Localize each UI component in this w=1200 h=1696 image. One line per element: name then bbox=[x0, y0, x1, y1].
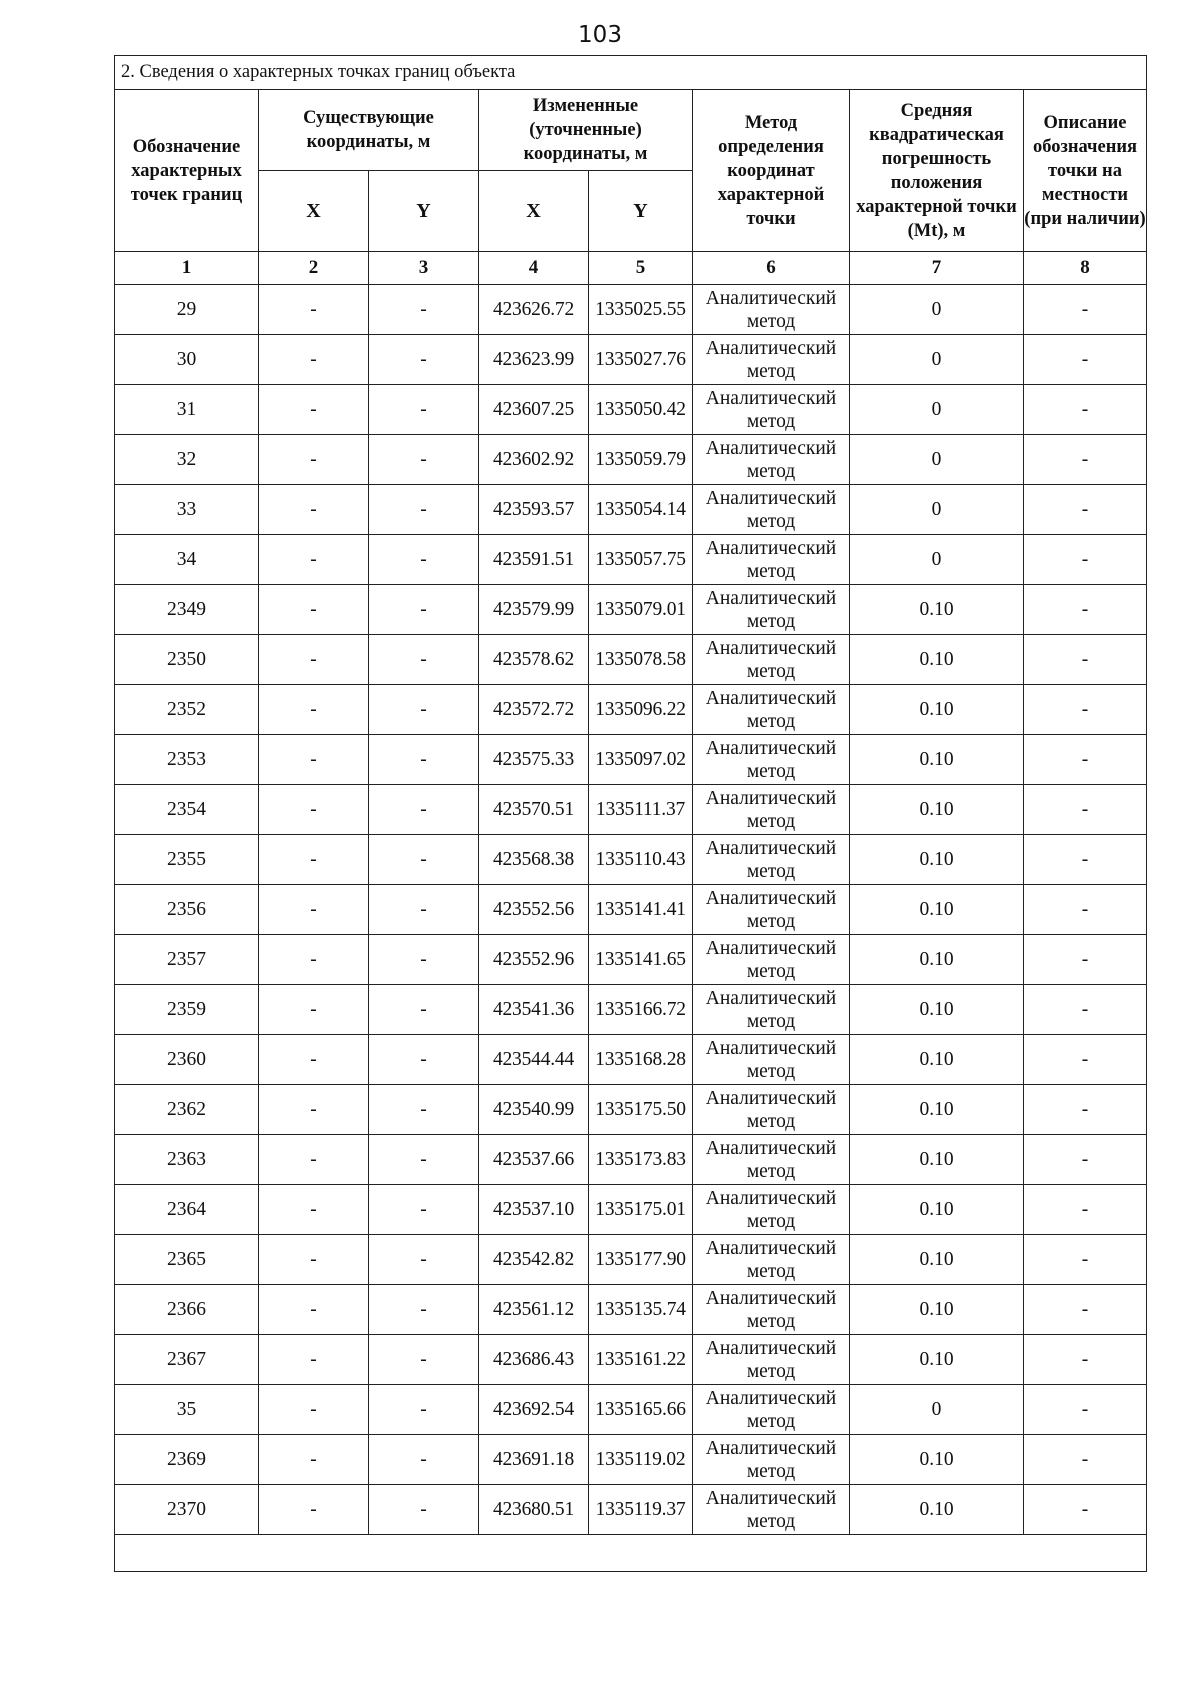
cell-existing-y: - bbox=[369, 985, 479, 1035]
cell-existing-y: - bbox=[369, 335, 479, 385]
cell-existing-x: - bbox=[259, 1085, 369, 1135]
header-designation: Обозначение характерных точек границ bbox=[115, 90, 259, 252]
cell-changed-y: 1335135.74 bbox=[589, 1285, 693, 1335]
cell-existing-y: - bbox=[369, 935, 479, 985]
table-row bbox=[115, 1135, 1147, 1185]
cell-point-id: 2370 bbox=[115, 1485, 259, 1535]
cell-mean-error: 0.10 bbox=[850, 985, 1024, 1035]
cell-description: - bbox=[1024, 435, 1147, 485]
column-number: 7 bbox=[850, 252, 1024, 285]
cell-mean-error: 0.10 bbox=[850, 1435, 1024, 1485]
cell-description: - bbox=[1024, 1085, 1147, 1135]
cell-changed-y: 1335025.55 bbox=[589, 285, 693, 335]
cell-point-id: 32 bbox=[115, 435, 259, 485]
cell-existing-x: - bbox=[259, 1185, 369, 1235]
cell-point-id: 33 bbox=[115, 485, 259, 535]
cell-point-id: 35 bbox=[115, 1385, 259, 1435]
cell-existing-y: - bbox=[369, 885, 479, 935]
cell-changed-y: 1335166.72 bbox=[589, 985, 693, 1035]
cell-mean-error: 0.10 bbox=[850, 1285, 1024, 1335]
cell-existing-x: - bbox=[259, 935, 369, 985]
cell-mean-error: 0 bbox=[850, 535, 1024, 585]
cell-point-id: 2354 bbox=[115, 785, 259, 835]
cell-method: Аналитический метод bbox=[693, 335, 850, 385]
cell-point-id: 2369 bbox=[115, 1435, 259, 1485]
cell-description: - bbox=[1024, 1185, 1147, 1235]
cell-existing-y: - bbox=[369, 1085, 479, 1135]
column-number: 8 bbox=[1024, 252, 1147, 285]
table-row bbox=[115, 735, 1147, 785]
cell-point-id: 2356 bbox=[115, 885, 259, 935]
cell-method: Аналитический метод bbox=[693, 635, 850, 685]
cell-changed-y: 1335096.22 bbox=[589, 685, 693, 735]
cell-description: - bbox=[1024, 1285, 1147, 1335]
cell-description: - bbox=[1024, 885, 1147, 935]
cell-changed-y: 1335119.02 bbox=[589, 1435, 693, 1485]
cell-description: - bbox=[1024, 685, 1147, 735]
table-row bbox=[115, 1335, 1147, 1385]
column-number: 5 bbox=[589, 252, 693, 285]
cell-mean-error: 0.10 bbox=[850, 1235, 1024, 1285]
table-row bbox=[115, 435, 1147, 485]
cell-point-id: 2352 bbox=[115, 685, 259, 735]
header-row-top bbox=[115, 90, 1147, 171]
cell-mean-error: 0 bbox=[850, 1385, 1024, 1435]
cell-mean-error: 0.10 bbox=[850, 1335, 1024, 1385]
cell-existing-x: - bbox=[259, 1435, 369, 1485]
table-row bbox=[115, 535, 1147, 585]
cell-mean-error: 0.10 bbox=[850, 585, 1024, 635]
cell-method: Аналитический метод bbox=[693, 685, 850, 735]
table-row bbox=[115, 1485, 1147, 1535]
cell-changed-y: 1335078.58 bbox=[589, 635, 693, 685]
header-changed-coordinates: Измененные (уточненные) координаты, м bbox=[479, 90, 693, 171]
cell-changed-x: 423537.66 bbox=[479, 1135, 589, 1185]
cell-changed-x: 423561.12 bbox=[479, 1285, 589, 1335]
cell-changed-y: 1335165.66 bbox=[589, 1385, 693, 1435]
cell-description: - bbox=[1024, 285, 1147, 335]
cell-point-id: 34 bbox=[115, 535, 259, 585]
cell-method: Аналитический метод bbox=[693, 435, 850, 485]
cell-changed-y: 1335027.76 bbox=[589, 335, 693, 385]
table-row bbox=[115, 885, 1147, 935]
cell-changed-x: 423575.33 bbox=[479, 735, 589, 785]
cell-changed-x: 423691.18 bbox=[479, 1435, 589, 1485]
cell-method: Аналитический метод bbox=[693, 1235, 850, 1285]
table-row bbox=[115, 1185, 1147, 1235]
cell-existing-y: - bbox=[369, 385, 479, 435]
table-row bbox=[115, 1285, 1147, 1335]
cell-description: - bbox=[1024, 485, 1147, 535]
cell-existing-x: - bbox=[259, 735, 369, 785]
cell-point-id: 2365 bbox=[115, 1235, 259, 1285]
table-row bbox=[115, 1085, 1147, 1135]
cell-method: Аналитический метод bbox=[693, 1035, 850, 1085]
cell-point-id: 2360 bbox=[115, 1035, 259, 1085]
cell-method: Аналитический метод bbox=[693, 285, 850, 335]
cell-existing-x: - bbox=[259, 785, 369, 835]
cell-changed-y: 1335161.22 bbox=[589, 1335, 693, 1385]
cell-existing-y: - bbox=[369, 585, 479, 635]
page-number: 103 bbox=[578, 22, 622, 48]
cell-method: Аналитический метод bbox=[693, 735, 850, 785]
cell-changed-y: 1335110.43 bbox=[589, 835, 693, 885]
cell-changed-y: 1335097.02 bbox=[589, 735, 693, 785]
cell-mean-error: 0.10 bbox=[850, 935, 1024, 985]
cell-existing-x: - bbox=[259, 1285, 369, 1335]
cell-existing-x: - bbox=[259, 685, 369, 735]
cell-description: - bbox=[1024, 985, 1147, 1035]
cell-changed-x: 423591.51 bbox=[479, 535, 589, 585]
cell-mean-error: 0 bbox=[850, 335, 1024, 385]
cell-existing-y: - bbox=[369, 535, 479, 585]
table-row bbox=[115, 685, 1147, 735]
header-existing-x: X bbox=[259, 171, 369, 252]
boundary-points-table bbox=[114, 55, 1147, 1572]
cell-changed-x: 423579.99 bbox=[479, 585, 589, 635]
cell-changed-y: 1335054.14 bbox=[589, 485, 693, 535]
cell-description: - bbox=[1024, 1385, 1147, 1435]
header-changed-y: Y bbox=[589, 171, 693, 252]
cell-changed-x: 423544.44 bbox=[479, 1035, 589, 1085]
cell-changed-x: 423552.56 bbox=[479, 885, 589, 935]
cell-existing-x: - bbox=[259, 1485, 369, 1535]
cell-method: Аналитический метод bbox=[693, 1285, 850, 1335]
cell-existing-y: - bbox=[369, 435, 479, 485]
cell-method: Аналитический метод bbox=[693, 585, 850, 635]
cell-point-id: 2349 bbox=[115, 585, 259, 635]
cell-changed-y: 1335141.65 bbox=[589, 935, 693, 985]
cell-existing-x: - bbox=[259, 335, 369, 385]
cell-description: - bbox=[1024, 785, 1147, 835]
cell-description: - bbox=[1024, 1335, 1147, 1385]
table-row bbox=[115, 1435, 1147, 1485]
cell-changed-x: 423542.82 bbox=[479, 1235, 589, 1285]
table-row bbox=[115, 335, 1147, 385]
cell-point-id: 2364 bbox=[115, 1185, 259, 1235]
table-row bbox=[115, 635, 1147, 685]
cell-changed-x: 423680.51 bbox=[479, 1485, 589, 1535]
cell-existing-y: - bbox=[369, 1335, 479, 1385]
cell-method: Аналитический метод bbox=[693, 1335, 850, 1385]
cell-description: - bbox=[1024, 935, 1147, 985]
cell-mean-error: 0 bbox=[850, 385, 1024, 435]
cell-changed-x: 423686.43 bbox=[479, 1335, 589, 1385]
cell-changed-y: 1335177.90 bbox=[589, 1235, 693, 1285]
cell-description: - bbox=[1024, 635, 1147, 685]
cell-existing-x: - bbox=[259, 985, 369, 1035]
header-description: Описание обозначения точки на местности (при наличии) bbox=[1024, 90, 1147, 252]
cell-changed-x: 423623.99 bbox=[479, 335, 589, 385]
cell-point-id: 2355 bbox=[115, 835, 259, 885]
header-existing-coordinates: Существующие координаты, м bbox=[259, 90, 479, 171]
table-row bbox=[115, 585, 1147, 635]
cell-existing-y: - bbox=[369, 1035, 479, 1085]
cell-point-id: 2362 bbox=[115, 1085, 259, 1135]
cell-method: Аналитический метод bbox=[693, 1385, 850, 1435]
cell-point-id: 2367 bbox=[115, 1335, 259, 1385]
cell-existing-x: - bbox=[259, 535, 369, 585]
cell-point-id: 2359 bbox=[115, 985, 259, 1035]
header-changed-x: X bbox=[479, 171, 589, 252]
cell-existing-x: - bbox=[259, 1335, 369, 1385]
cell-existing-y: - bbox=[369, 1435, 479, 1485]
cell-method: Аналитический метод bbox=[693, 1185, 850, 1235]
empty-footer-row bbox=[115, 1535, 1147, 1572]
cell-changed-y: 1335173.83 bbox=[589, 1135, 693, 1185]
cell-mean-error: 0.10 bbox=[850, 1035, 1024, 1085]
cell-changed-y: 1335175.50 bbox=[589, 1085, 693, 1135]
cell-mean-error: 0.10 bbox=[850, 885, 1024, 935]
cell-changed-x: 423572.72 bbox=[479, 685, 589, 735]
cell-mean-error: 0.10 bbox=[850, 785, 1024, 835]
cell-changed-y: 1335059.79 bbox=[589, 435, 693, 485]
cell-description: - bbox=[1024, 335, 1147, 385]
cell-existing-y: - bbox=[369, 1285, 479, 1335]
table-row bbox=[115, 835, 1147, 885]
cell-existing-y: - bbox=[369, 1385, 479, 1435]
cell-changed-x: 423602.92 bbox=[479, 435, 589, 485]
cell-changed-y: 1335079.01 bbox=[589, 585, 693, 635]
header-existing-y: Y bbox=[369, 171, 479, 252]
cell-existing-y: - bbox=[369, 785, 479, 835]
cell-existing-x: - bbox=[259, 485, 369, 535]
cell-existing-y: - bbox=[369, 835, 479, 885]
table-row bbox=[115, 385, 1147, 435]
cell-existing-y: - bbox=[369, 635, 479, 685]
table-row bbox=[115, 935, 1147, 985]
cell-point-id: 2353 bbox=[115, 735, 259, 785]
cell-method: Аналитический метод bbox=[693, 385, 850, 435]
cell-changed-x: 423692.54 bbox=[479, 1385, 589, 1435]
cell-mean-error: 0 bbox=[850, 285, 1024, 335]
cell-description: - bbox=[1024, 835, 1147, 885]
cell-existing-x: - bbox=[259, 585, 369, 635]
cell-existing-x: - bbox=[259, 285, 369, 335]
cell-existing-y: - bbox=[369, 285, 479, 335]
cell-existing-y: - bbox=[369, 1485, 479, 1535]
cell-changed-x: 423607.25 bbox=[479, 385, 589, 435]
cell-description: - bbox=[1024, 1235, 1147, 1285]
cell-mean-error: 0 bbox=[850, 435, 1024, 485]
cell-changed-y: 1335050.42 bbox=[589, 385, 693, 435]
cell-changed-x: 423626.72 bbox=[479, 285, 589, 335]
cell-existing-y: - bbox=[369, 735, 479, 785]
column-number: 1 bbox=[115, 252, 259, 285]
cell-mean-error: 0 bbox=[850, 485, 1024, 535]
cell-point-id: 2357 bbox=[115, 935, 259, 985]
cell-existing-y: - bbox=[369, 685, 479, 735]
table-row bbox=[115, 285, 1147, 335]
column-number: 6 bbox=[693, 252, 850, 285]
cell-method: Аналитический метод bbox=[693, 1085, 850, 1135]
cell-existing-x: - bbox=[259, 1135, 369, 1185]
cell-description: - bbox=[1024, 535, 1147, 585]
cell-method: Аналитический метод bbox=[693, 935, 850, 985]
cell-changed-y: 1335057.75 bbox=[589, 535, 693, 585]
cell-changed-y: 1335168.28 bbox=[589, 1035, 693, 1085]
cell-description: - bbox=[1024, 735, 1147, 785]
cell-description: - bbox=[1024, 1135, 1147, 1185]
cell-point-id: 2363 bbox=[115, 1135, 259, 1185]
cell-changed-y: 1335119.37 bbox=[589, 1485, 693, 1535]
cell-existing-x: - bbox=[259, 385, 369, 435]
cell-existing-x: - bbox=[259, 635, 369, 685]
cell-mean-error: 0.10 bbox=[850, 835, 1024, 885]
cell-mean-error: 0.10 bbox=[850, 1185, 1024, 1235]
cell-method: Аналитический метод bbox=[693, 985, 850, 1035]
cell-point-id: 2366 bbox=[115, 1285, 259, 1335]
cell-existing-y: - bbox=[369, 485, 479, 535]
column-number: 2 bbox=[259, 252, 369, 285]
table-row bbox=[115, 485, 1147, 535]
cell-existing-x: - bbox=[259, 1035, 369, 1085]
cell-mean-error: 0.10 bbox=[850, 1085, 1024, 1135]
section-title-row bbox=[115, 56, 1147, 90]
cell-mean-error: 0.10 bbox=[850, 1485, 1024, 1535]
cell-changed-y: 1335141.41 bbox=[589, 885, 693, 935]
cell-changed-y: 1335175.01 bbox=[589, 1185, 693, 1235]
table-row bbox=[115, 1385, 1147, 1435]
cell-changed-x: 423552.96 bbox=[479, 935, 589, 985]
cell-description: - bbox=[1024, 585, 1147, 635]
cell-changed-x: 423541.36 bbox=[479, 985, 589, 1035]
cell-point-id: 29 bbox=[115, 285, 259, 335]
cell-changed-x: 423570.51 bbox=[479, 785, 589, 835]
cell-existing-y: - bbox=[369, 1135, 479, 1185]
table-body bbox=[115, 285, 1147, 1535]
cell-existing-x: - bbox=[259, 885, 369, 935]
cell-method: Аналитический метод bbox=[693, 835, 850, 885]
cell-method: Аналитический метод bbox=[693, 885, 850, 935]
table-row bbox=[115, 785, 1147, 835]
table-row bbox=[115, 1035, 1147, 1085]
cell-existing-x: - bbox=[259, 435, 369, 485]
cell-description: - bbox=[1024, 1485, 1147, 1535]
cell-existing-y: - bbox=[369, 1235, 479, 1285]
empty-footer-cell bbox=[115, 1535, 1147, 1572]
cell-method: Аналитический метод bbox=[693, 1435, 850, 1485]
cell-mean-error: 0.10 bbox=[850, 735, 1024, 785]
cell-method: Аналитический метод bbox=[693, 785, 850, 835]
cell-existing-x: - bbox=[259, 1385, 369, 1435]
cell-method: Аналитический метод bbox=[693, 1135, 850, 1185]
cell-mean-error: 0.10 bbox=[850, 685, 1024, 735]
cell-mean-error: 0.10 bbox=[850, 1135, 1024, 1185]
cell-description: - bbox=[1024, 1035, 1147, 1085]
cell-changed-x: 423578.62 bbox=[479, 635, 589, 685]
cell-changed-y: 1335111.37 bbox=[589, 785, 693, 835]
header-mean-error: Средняя квадратическая погрешность положения характерной точки (Mt), м bbox=[850, 90, 1024, 252]
cell-description: - bbox=[1024, 1435, 1147, 1485]
cell-method: Аналитический метод bbox=[693, 535, 850, 585]
cell-changed-x: 423537.10 bbox=[479, 1185, 589, 1235]
cell-changed-x: 423540.99 bbox=[479, 1085, 589, 1135]
column-number: 4 bbox=[479, 252, 589, 285]
cell-existing-x: - bbox=[259, 835, 369, 885]
table-row bbox=[115, 985, 1147, 1035]
cell-changed-x: 423593.57 bbox=[479, 485, 589, 535]
cell-point-id: 2350 bbox=[115, 635, 259, 685]
section-title: 2. Сведения о характерных точках границ объекта bbox=[115, 56, 1147, 90]
cell-method: Аналитический метод bbox=[693, 1485, 850, 1535]
table-row bbox=[115, 1235, 1147, 1285]
cell-existing-x: - bbox=[259, 1235, 369, 1285]
cell-description: - bbox=[1024, 385, 1147, 435]
cell-point-id: 31 bbox=[115, 385, 259, 435]
column-number-row bbox=[115, 252, 1147, 285]
cell-method: Аналитический метод bbox=[693, 485, 850, 535]
cell-mean-error: 0.10 bbox=[850, 635, 1024, 685]
cell-changed-x: 423568.38 bbox=[479, 835, 589, 885]
header-method: Метод определения координат характерной точки bbox=[693, 90, 850, 252]
column-number: 3 bbox=[369, 252, 479, 285]
cell-existing-y: - bbox=[369, 1185, 479, 1235]
cell-point-id: 30 bbox=[115, 335, 259, 385]
